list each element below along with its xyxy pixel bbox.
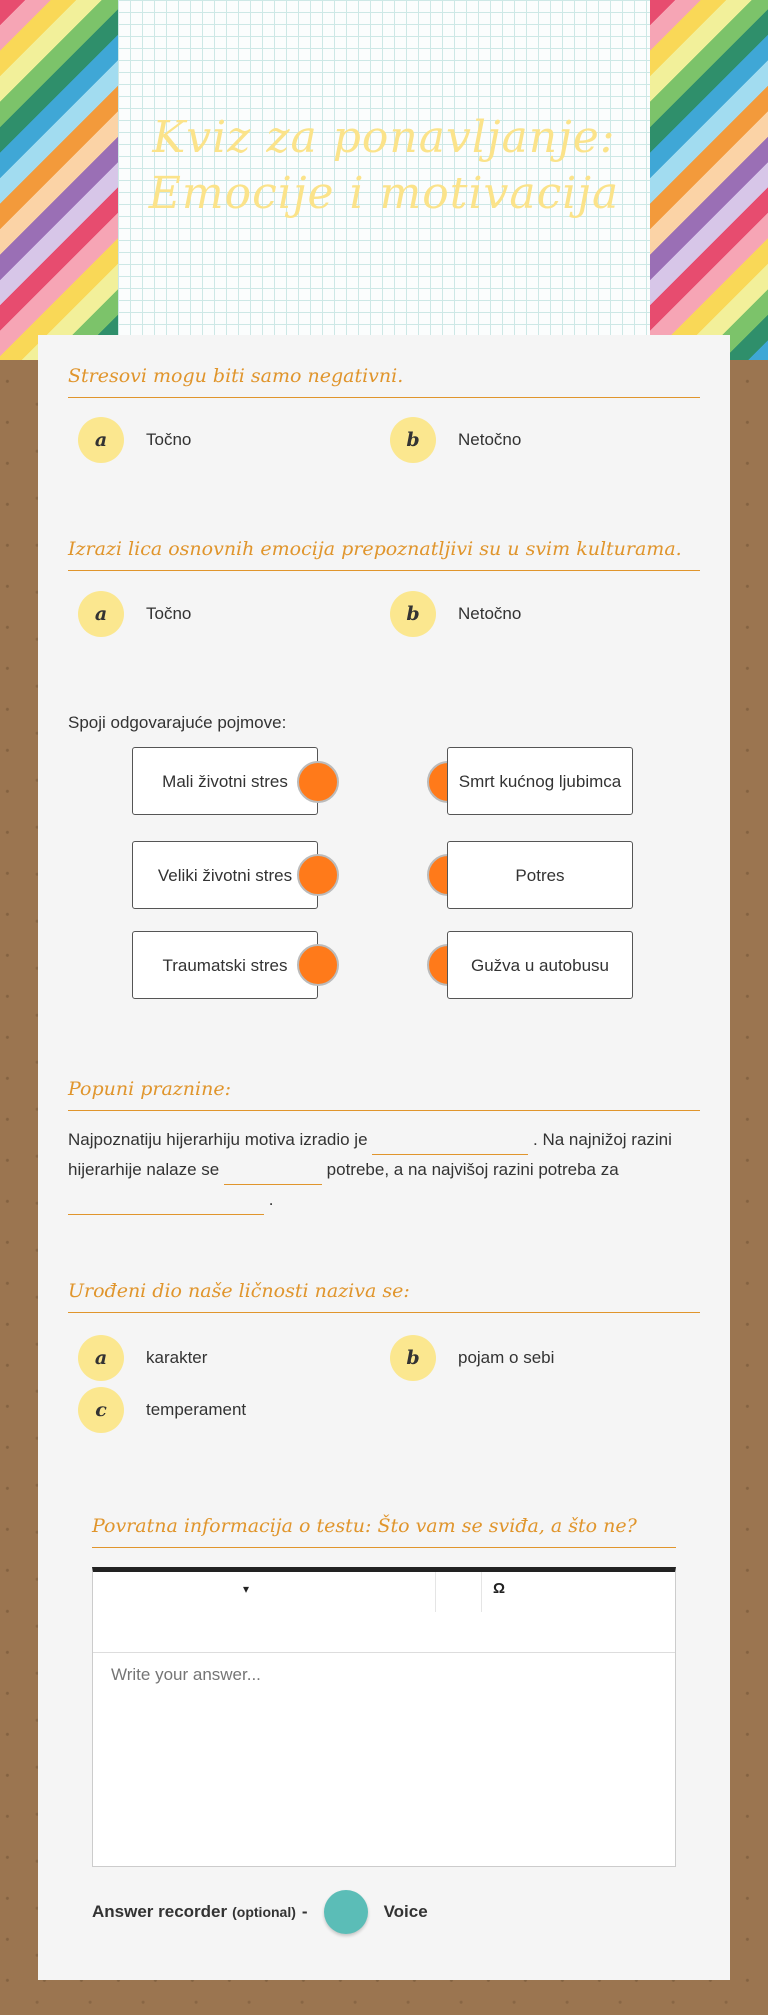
answer-editor — [92, 1567, 676, 1867]
match-right-2[interactable]: Potres — [447, 841, 633, 909]
match-right-3[interactable]: Gužva u autobusu — [447, 931, 633, 999]
special-character-icon[interactable]: Ω — [493, 1580, 506, 1597]
option-letter-badge: b — [390, 417, 436, 463]
question-2-option-b[interactable] — [390, 591, 521, 637]
option-label: karakter — [146, 1348, 208, 1367]
option-letter-badge: a — [78, 591, 124, 637]
page-title-line2: Emocije i motivacija — [148, 168, 620, 219]
worksheet-card — [38, 335, 730, 1980]
option-label: Netočno — [458, 430, 522, 449]
voice-record-button[interactable] — [324, 1890, 368, 1934]
blank-input-1[interactable] — [372, 1134, 528, 1155]
match-right-1[interactable]: Smrt kućnog ljubimca — [447, 747, 633, 815]
question-1-title: Stresovi mogu biti samo negativni. — [68, 365, 700, 398]
option-label: Točno — [146, 430, 192, 449]
blank-input-2[interactable] — [224, 1164, 322, 1185]
recorder-optional: (optional) — [232, 1904, 296, 1920]
fill-text-part-2: . Na najnižoj razini hijerarhije nalaze se — [68, 1130, 672, 1179]
option-label: Točno — [146, 604, 192, 623]
option-letter-badge: b — [390, 1335, 436, 1381]
question-1-option-b[interactable] — [390, 417, 521, 463]
option-label: temperament — [146, 1400, 247, 1419]
recorder-label: Answer recorder — [92, 1902, 228, 1921]
format-dropdown-icon[interactable]: ▾ — [243, 1582, 250, 1596]
toolbar-separator — [435, 1572, 436, 1612]
editor-toolbar — [93, 1572, 675, 1653]
question-4-option-a[interactable] — [78, 1335, 207, 1381]
recorder-dash: - — [301, 1902, 308, 1921]
page-title — [118, 110, 650, 222]
fill-blanks-title: Popuni praznine: — [68, 1078, 700, 1111]
match-connector-left-3[interactable] — [297, 944, 339, 986]
blank-input-3[interactable] — [68, 1194, 264, 1215]
match-connector-left-1[interactable] — [297, 761, 339, 803]
option-letter-badge: b — [390, 591, 436, 637]
fill-text-part-1: Najpoznatiju hijerarhiju motiva izradio je — [68, 1130, 368, 1149]
question-4-option-b[interactable] — [390, 1335, 554, 1381]
option-letter-badge: a — [78, 417, 124, 463]
question-2-option-a[interactable] — [78, 591, 191, 637]
voice-label: Voice — [383, 1902, 428, 1921]
option-label: pojam o sebi — [458, 1348, 555, 1367]
question-1-option-a[interactable] — [78, 417, 191, 463]
answer-textarea[interactable] — [109, 1664, 653, 1686]
answer-recorder — [92, 1890, 428, 1934]
question-2-title: Izrazi lica osnovnih emocija prepoznatljivi su u svim kulturama. — [68, 538, 700, 571]
question-4-title: Urođeni dio naše ličnosti naziva se: — [68, 1280, 700, 1313]
match-left-3[interactable]: Traumatski stres — [132, 931, 318, 999]
matching-prompt: Spoji odgovarajuće pojmove: — [68, 713, 287, 732]
question-4-option-c[interactable] — [78, 1387, 246, 1433]
toolbar-separator — [481, 1572, 482, 1612]
option-letter-badge: c — [78, 1387, 124, 1433]
page-title-line1: Kviz za ponavljanje: — [152, 112, 616, 163]
fill-text-part-3: potrebe, a na najvišoj razini potreba za — [326, 1160, 619, 1179]
option-label: Netočno — [458, 604, 522, 623]
decorative-stripe-right — [650, 0, 768, 360]
match-left-2[interactable]: Veliki životni stres — [132, 841, 318, 909]
decorative-stripe-left — [0, 0, 118, 360]
header-banner — [0, 0, 768, 360]
fill-text-part-4: . — [268, 1190, 274, 1209]
feedback-title: Povratna informacija o testu: Što vam se sviđa, a što ne? — [92, 1515, 676, 1548]
match-connector-left-2[interactable] — [297, 854, 339, 896]
match-left-1[interactable]: Mali životni stres — [132, 747, 318, 815]
option-letter-badge: a — [78, 1335, 124, 1381]
fill-blanks-paragraph — [68, 1125, 700, 1215]
